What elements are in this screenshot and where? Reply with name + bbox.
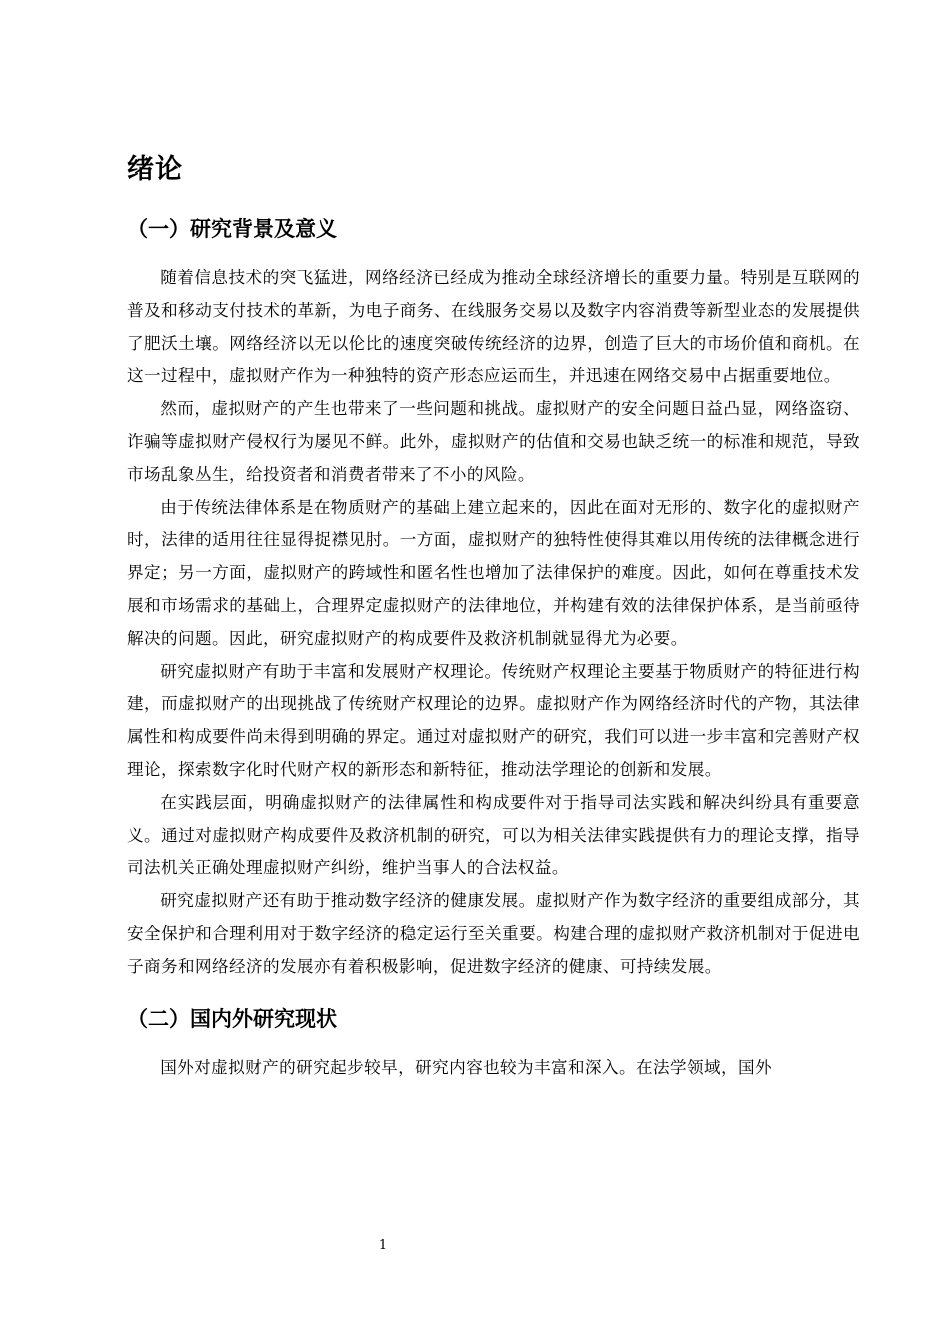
paragraph: 研究虚拟财产还有助于推动数字经济的健康发展。虚拟财产作为数字经济的重要组成部分，其安全保护和合理利用对于数字经济的稳定运行至关重要。构建合理的虚拟财产救济机制对于促进电子商务和网络经济的发展亦有着积极影响，促进数字经济的健康、可持续发展。	[127, 891, 860, 976]
document-body	[127, 150, 860, 1084]
document-title: 绪论	[127, 154, 183, 185]
paragraph: 然而，虚拟财产的产生也带来了一些问题和挑战。虚拟财产的安全问题日益凸显，网络盗窃、诈骗等虚拟财产侵权行为屡见不鲜。此外，虚拟财产的估值和交易也缺乏统一的标准和规范，导致市场乱象丛生，给投资者和消费者带来了不小的风险。	[127, 399, 860, 484]
paragraph: 在实践层面，明确虚拟财产的法律属性和构成要件对于指导司法实践和解决纠纷具有重要意义。通过对虚拟财产构成要件及救济机制的研究，可以为相关法律实践提供有力的理论支撑，指导司法机关正确处理虚拟财产纠纷，维护当事人的合法权益。	[127, 792, 860, 878]
paragraph: 随着信息技术的突飞猛进，网络经济已经成为推动全球经济增长的重要力量。特别是互联网的普及和移动支付技术的革新，为电子商务、在线服务交易以及数字内容消费等新型业态的发展提供了肥沃土壤。网络经济以无以伦比的速度突破传统经济的边界，创造了巨大的市场价值和商机。在这一过程中，虚拟财产作为一种独特的资产形态应运而生，并迅速在网络交易中占据重要地位。	[127, 268, 860, 386]
page-number: 1	[378, 1238, 388, 1253]
section-heading-research-status: （二）国内外研究现状	[127, 1006, 337, 1031]
paragraph: 研究虚拟财产有助于丰富和发展财产权理论。传统财产权理论主要基于物质财产的特征进行构建，而虚拟财产的出现挑战了传统财产权理论的边界。虚拟财产作为网络经济时代的产物，其法律属性和构成要件尚未得到明确的界定。通过对虚拟财产的研究，我们可以进一步丰富和完善财产权理论，探索数字化时代财产权的新形态和新特征，推动法学理论的创新和发展。	[127, 661, 860, 779]
paragraph: 由于传统法律体系是在物质财产的基础上建立起来的，因此在面对无形的、数字化的虚拟财产时，法律的适用往往显得捉襟见肘。一方面，虚拟财产的独特性使得其难以用传统的法律概念进行界定；另一方面，虚拟财产的跨域性和匿名性也增加了法律保护的难度。因此，如何在尊重技术发展和市场需求的基础上，合理界定虚拟财产的法律地位，并构建有效的法律保护体系，是当前亟待解决的问题。因此，研究虚拟财产的构成要件及救济机制就显得尤为必要。	[127, 497, 860, 648]
section-heading-background: （一）研究背景及意义	[127, 217, 337, 241]
paragraph: 国外对虚拟财产的研究起步较早，研究内容也较为丰富和深入。在法学领域，国外	[160, 1057, 772, 1077]
